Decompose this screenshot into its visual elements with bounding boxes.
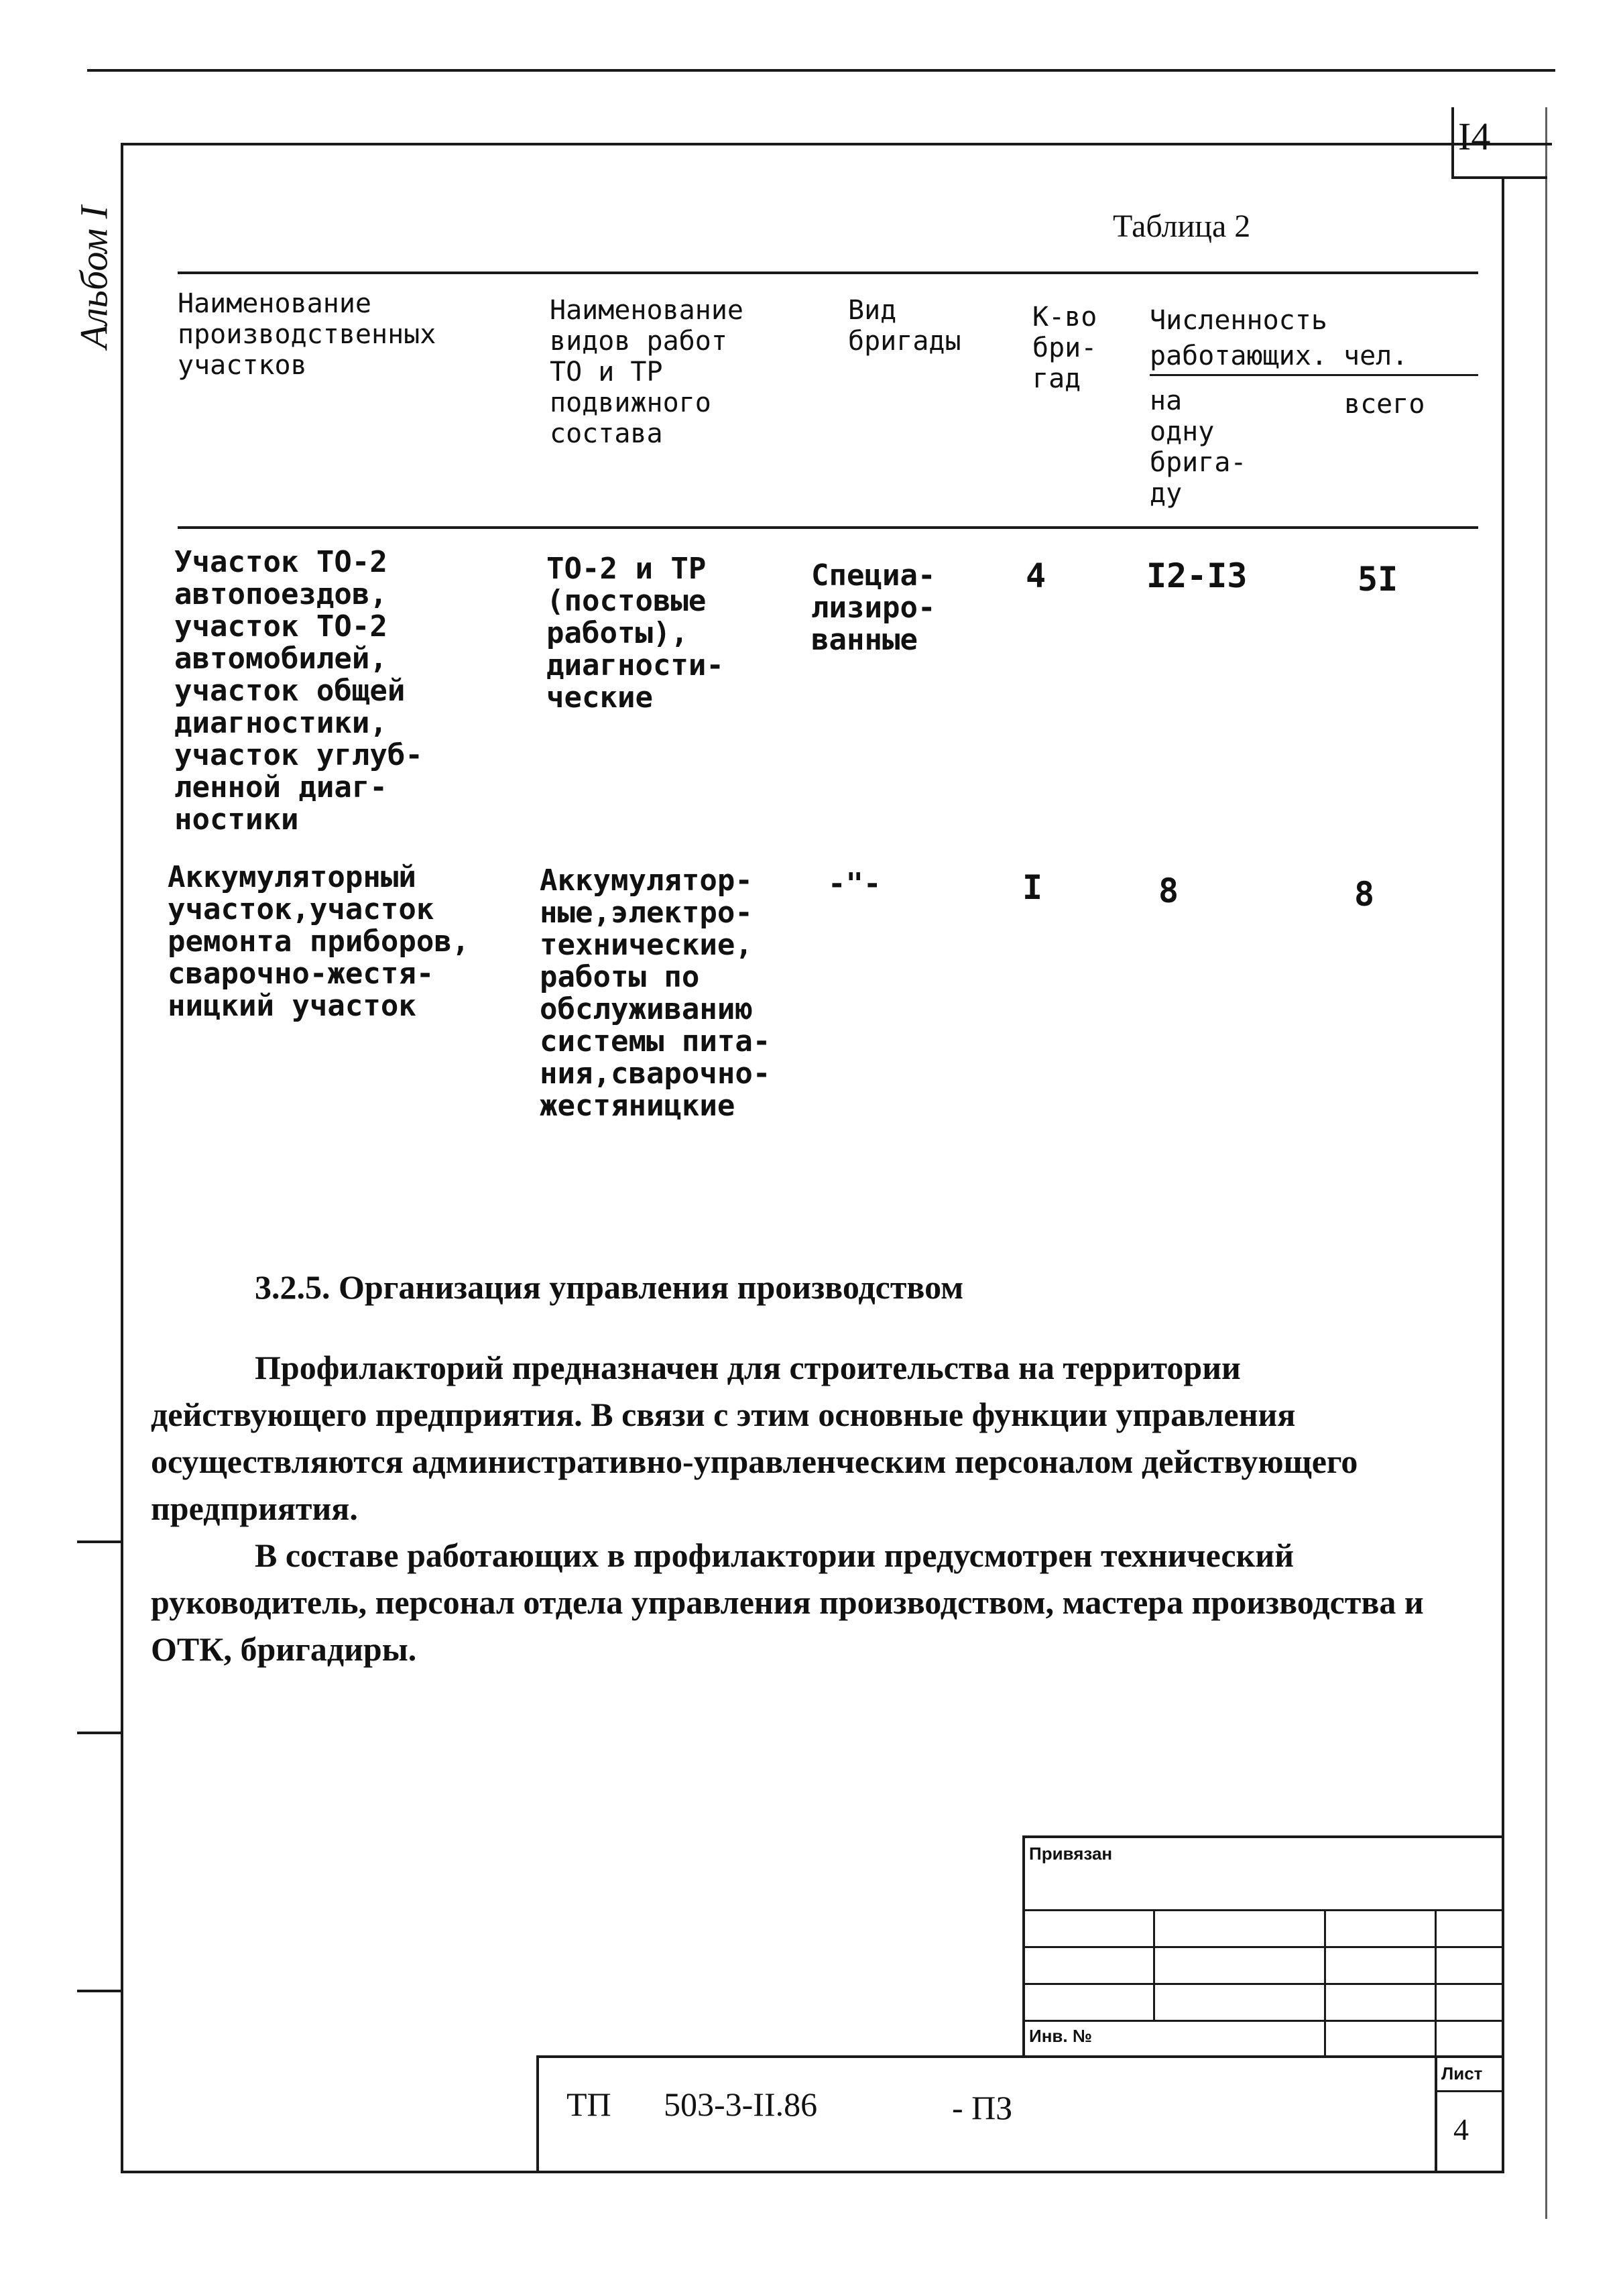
- sheet-number: 4: [1453, 2112, 1469, 2147]
- paragraph-2-text: В составе работающих в профилактории предусмотрен технический руководитель, персонал отдела управления производством, мастера производства и ОТК, бригадиры.: [151, 1536, 1424, 1668]
- header-headcount: Численность: [1150, 305, 1327, 336]
- titleblock-sheet-divider: [1435, 2055, 1437, 2173]
- row1-total: 5I: [1358, 560, 1398, 599]
- frame-top: [121, 143, 1552, 145]
- table-header-bottom-rule: [178, 526, 1478, 529]
- corner-box-left: [1451, 107, 1454, 178]
- section-heading: 3.2.5. Организация управления производством: [255, 1268, 964, 1306]
- margin-tick-1: [77, 1540, 121, 1543]
- margin-tick-3: [77, 1990, 121, 1992]
- row2-brigade-count: I: [1022, 868, 1043, 907]
- paragraph-1: [151, 1344, 1445, 1532]
- row2-total: 8: [1354, 875, 1375, 914]
- stamp-upper-top: [1022, 1835, 1504, 1838]
- group-header-underline: [1150, 374, 1478, 376]
- row1-per-brigade: I2-I3: [1146, 556, 1248, 595]
- table-top-rule: [178, 271, 1478, 274]
- header-headcount-line2: работающих. чел.: [1150, 341, 1408, 371]
- header-per-brigade: на одну брига- ду: [1150, 385, 1247, 509]
- corner-page-number: I4: [1458, 115, 1491, 158]
- row1-works: ТО-2 и ТР (постовые работы), диагности- ческие: [546, 552, 724, 715]
- corner-box-bottom: [1451, 176, 1547, 179]
- sheet-label: Лист: [1441, 2063, 1483, 2083]
- header-works: Наименование видов работ ТО и ТР подвижного состава: [550, 295, 743, 449]
- stamp-upper-h1: [1022, 1909, 1504, 1911]
- stamp-upper-h2: [1022, 1946, 1504, 1948]
- paragraph-2: [151, 1532, 1445, 1673]
- row2-per-brigade: 8: [1158, 871, 1179, 910]
- titleblock-top: [536, 2055, 1504, 2058]
- header-brigade-type: Вид бригады: [848, 295, 961, 357]
- row2-area: Аккумуляторный участок,участок ремонта приборов, сварочно-жестя- ницкий участок: [168, 860, 470, 1023]
- frame-right: [1502, 178, 1504, 2172]
- row2-brigade-type: -"-: [828, 867, 882, 901]
- doc-code: 503-3-II.86: [664, 2086, 818, 2123]
- header-areas: Наименование производственных участков: [178, 288, 436, 381]
- header-total: всего: [1344, 389, 1425, 420]
- table-caption: Таблица 2: [1113, 208, 1251, 244]
- stamp-privyazan: Привязан: [1029, 1844, 1113, 1864]
- album-label: Альбом I: [72, 205, 116, 349]
- stamp-upper-h4: [1022, 2020, 1504, 2022]
- row1-area: Участок ТО-2 автопоездов, участок ТО-2 автомобилей, участок общей диагностики, участок углуб- ленной диаг- ностики: [174, 545, 423, 837]
- frame-left: [121, 143, 123, 2172]
- stamp-inv-no: Инв. №: [1029, 2026, 1092, 2046]
- row2-works: Аккумулятор- ные,электро- технические, работы по обслуживанию системы пита- ния,сварочно- жестяницкие: [540, 863, 771, 1123]
- stamp-upper-v2: [1324, 1909, 1326, 2057]
- doc-code-prefix: ТП: [566, 2086, 611, 2123]
- stamp-upper-h3: [1022, 1983, 1504, 1985]
- stamp-upper-v1: [1153, 1909, 1155, 2020]
- row1-brigade-count: 4: [1026, 556, 1046, 595]
- titleblock-left: [536, 2055, 539, 2173]
- stamp-upper-v3: [1435, 1909, 1437, 2057]
- margin-tick-2: [77, 1732, 121, 1734]
- frame-bottom: [121, 2171, 1504, 2173]
- paragraph-1-text: Профилакторий предназначен для строительства на территории действующего предприятия. В связи с этим основные функции управления осуществляются административно-управленческим персоналом действующего предприятия.: [151, 1349, 1358, 1527]
- doc-suffix: - ПЗ: [952, 2089, 1013, 2126]
- header-brigade-count: К-во бри- гад: [1032, 302, 1097, 394]
- page-edge-right: [1545, 107, 1547, 2219]
- top-rule: [87, 69, 1555, 72]
- row1-brigade-type: Специа- лизиро- ванные: [811, 558, 936, 657]
- titleblock-sheet-hline: [1435, 2090, 1504, 2092]
